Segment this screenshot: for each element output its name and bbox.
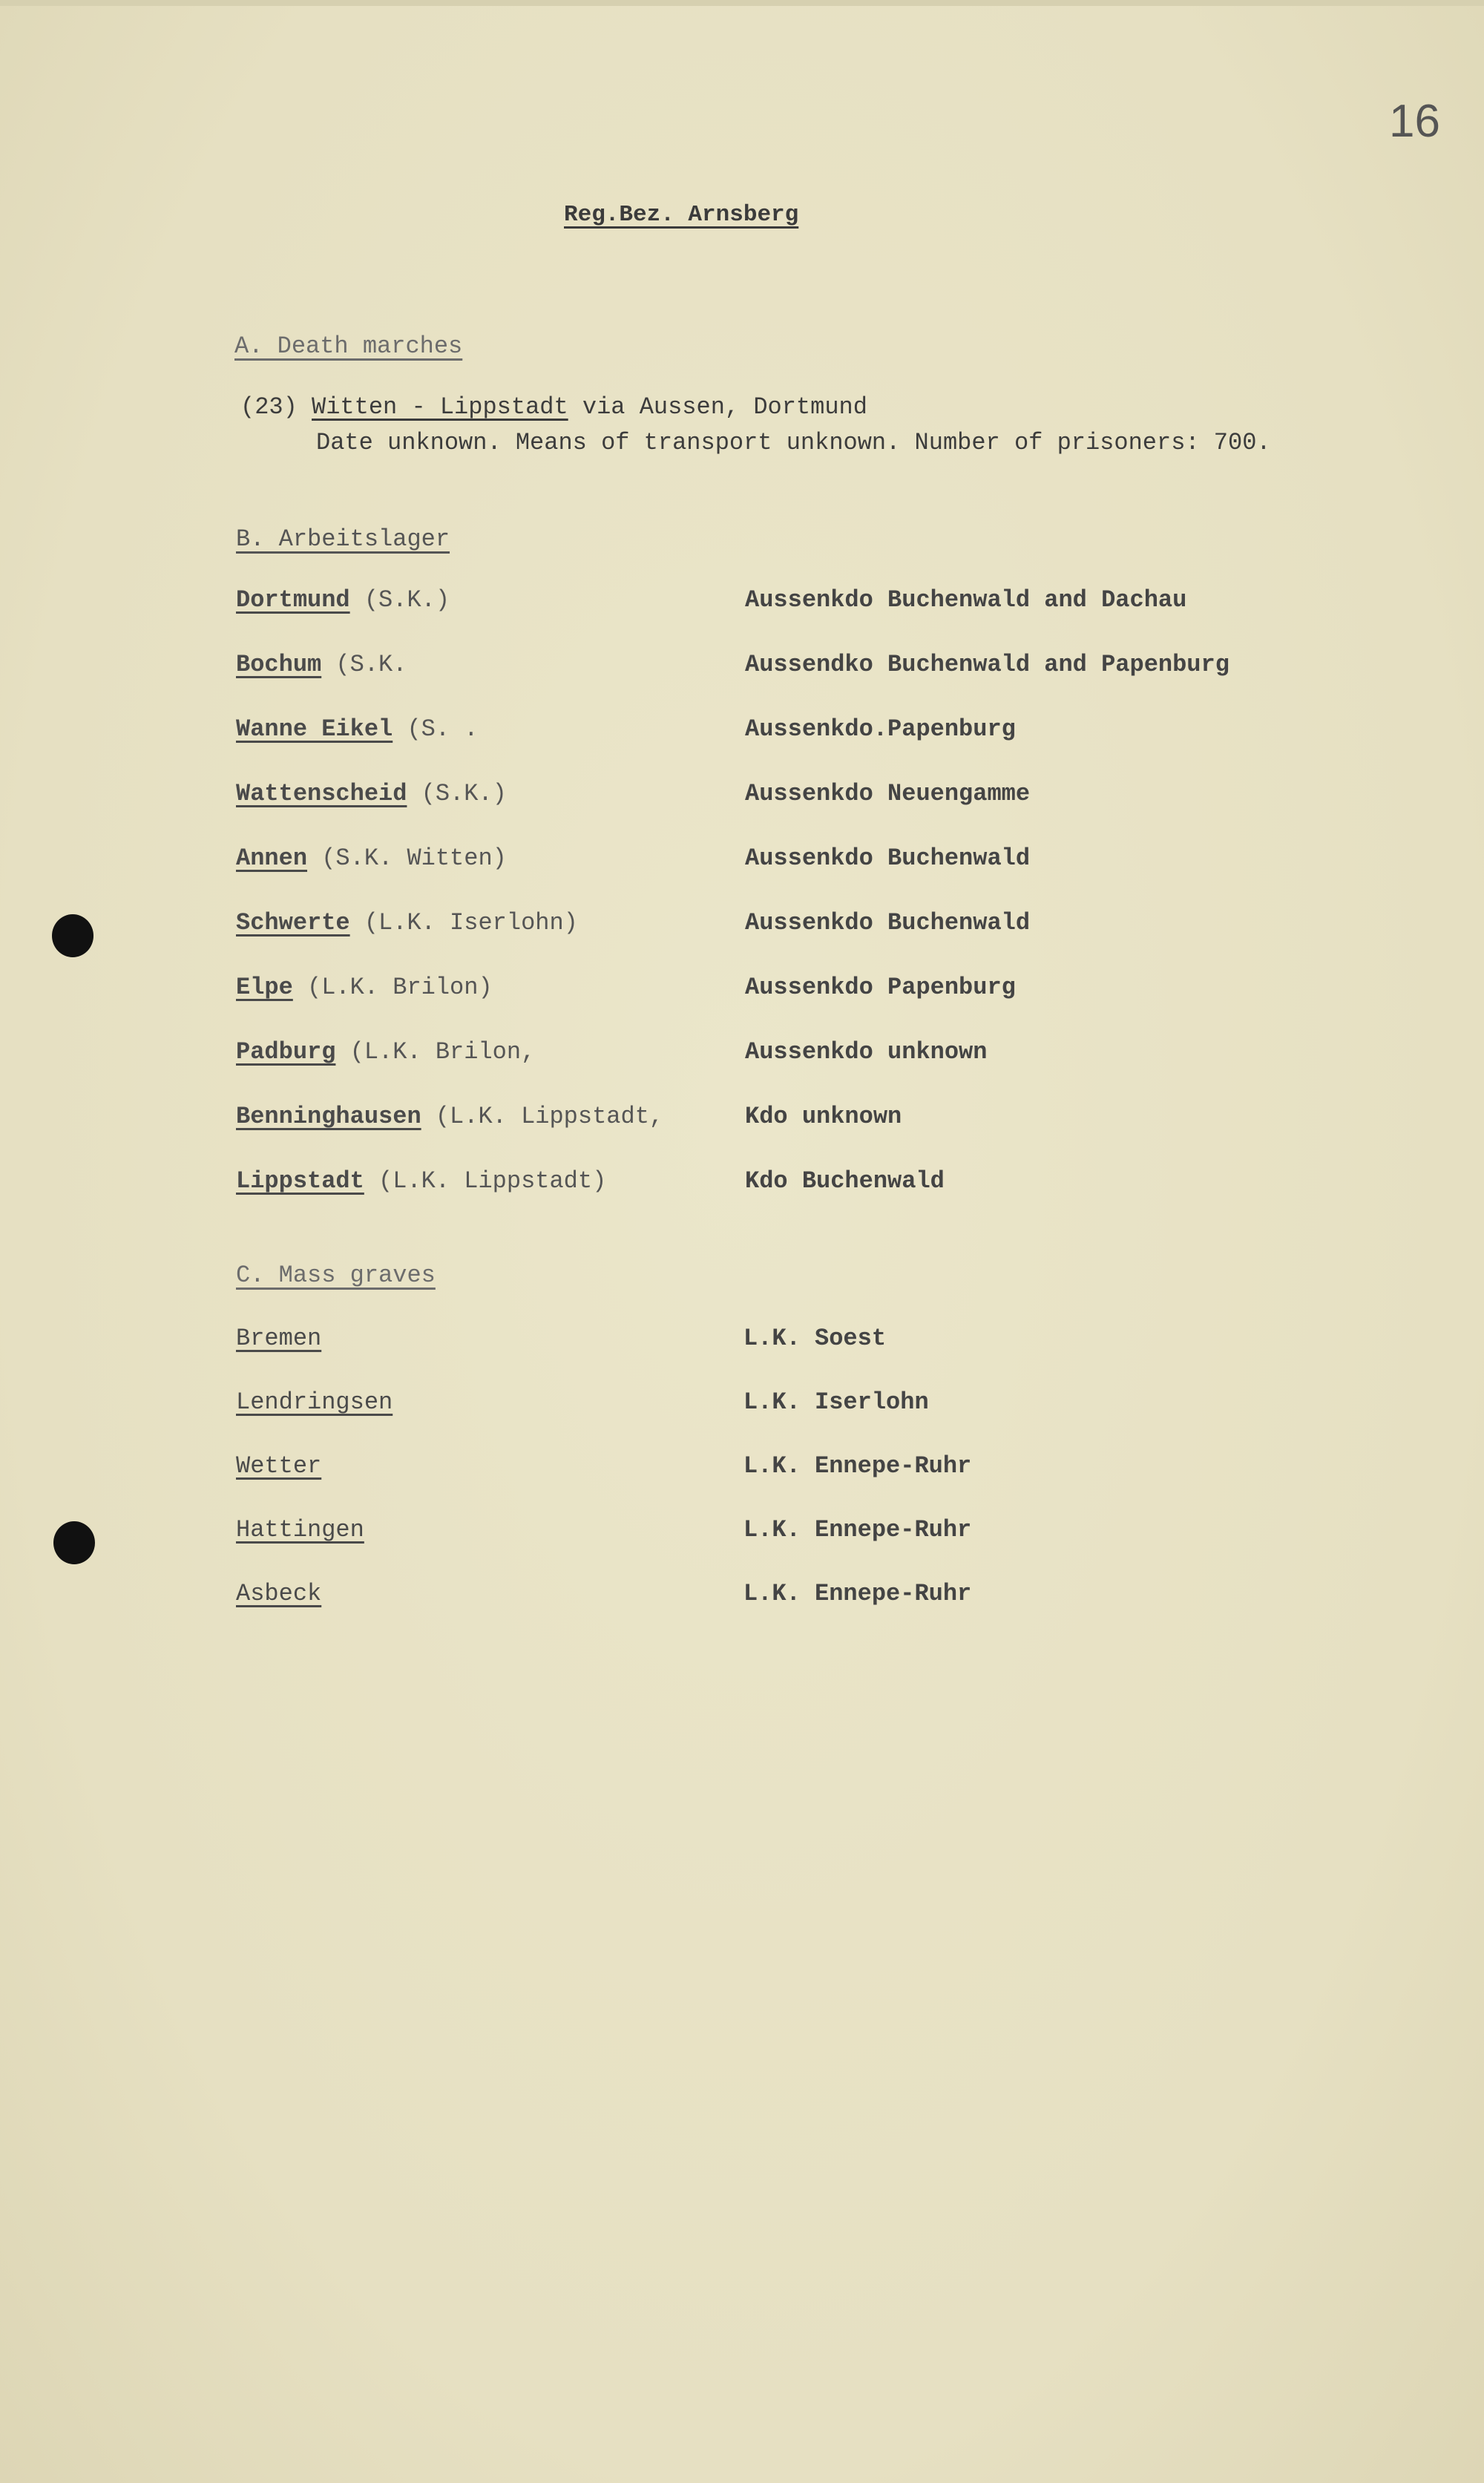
kommando-label: Kdo Buchenwald [745,1167,945,1195]
place-name: Dortmund [236,586,350,614]
mass-grave-place [236,1388,393,1416]
place-district-note: (S.K.) [421,780,507,807]
place-name: Padburg [236,1038,336,1066]
section-a-heading: A. Death marches [234,332,463,360]
place-name: Wanne Eikel [236,715,393,743]
place-name: Lendringsen [236,1388,393,1416]
death-march-details: Date unknown. Means of transport unknown. Number of prisoners: 700. [316,429,1271,456]
place-district-note: (L.K. Iserlohn) [364,909,578,937]
document-title: Reg.Bez. Arnsberg [564,202,799,228]
arbeitslager-place [236,1038,535,1066]
kommando-label: Aussenkdo.Papenburg [745,715,1016,743]
entry-number: (23) [240,393,298,421]
kommando-label: Kdo unknown [745,1103,902,1130]
district-label: L.K. Ennepe-Ruhr [743,1580,972,1607]
district-label: L.K. Iserlohn [743,1388,929,1416]
place-district-note: (S. . [407,715,479,743]
kommando-label: Aussendko Buchenwald and Papenburg [745,651,1229,678]
arbeitslager-place [236,974,493,1001]
march-via: via Aussen, Dortmund [582,393,867,421]
arbeitslager-place [236,780,507,807]
place-district-note: (L.K. Brilon, [349,1038,536,1066]
mass-grave-place [236,1452,321,1480]
place-name: Bremen [236,1325,322,1352]
kommando-label: Aussenkdo Neuengamme [745,780,1031,807]
kommando-label: Aussenkdo Buchenwald [745,909,1031,937]
mass-grave-place [236,1325,321,1352]
kommando-label: Aussenkdo Buchenwald [745,844,1031,872]
section-c-heading: C. Mass graves [236,1262,436,1289]
place-district-note: (L.K. Brilon) [307,974,493,1001]
place-district-note: (S.K. Witten) [321,844,507,872]
kommando-label: Aussenkdo Papenburg [745,974,1016,1001]
arbeitslager-place [236,1103,663,1130]
place-district-note: (S.K.) [364,586,450,614]
march-route: Witten - Lippstadt [312,393,568,421]
arbeitslager-place [236,844,507,872]
kommando-label: Aussenkdo Buchenwald and Dachau [745,586,1187,614]
place-name: Wetter [236,1452,322,1480]
arbeitslager-place [236,909,578,937]
mass-grave-place [236,1580,321,1607]
arbeitslager-place [236,715,478,743]
death-march-entry [240,393,867,421]
punch-hole [53,1521,95,1564]
arbeitslager-place [236,586,450,614]
paper-edge [0,0,1484,6]
district-label: L.K. Ennepe-Ruhr [743,1452,972,1480]
arbeitslager-place [236,651,407,678]
place-name: Annen [236,844,308,872]
mass-grave-place [236,1516,364,1544]
arbeitslager-place [236,1167,606,1195]
section-b-heading: B. Arbeitslager [236,525,450,553]
place-district-note: (L.K. Lippstadt) [378,1167,607,1195]
place-district-note: (L.K. Lippstadt, [435,1103,664,1130]
punch-hole [52,914,93,957]
place-name: Wattenscheid [236,780,407,807]
place-name: Asbeck [236,1580,322,1607]
district-label: L.K. Ennepe-Ruhr [743,1516,972,1544]
place-name: Elpe [236,974,293,1001]
page-number: 16 [1389,96,1440,147]
place-name: Lippstadt [236,1167,364,1195]
place-district-note: (S.K. [335,651,407,678]
district-label: L.K. Soest [743,1325,887,1352]
place-name: Benninghausen [236,1103,421,1130]
place-name: Hattingen [236,1516,364,1544]
place-name: Bochum [236,651,322,678]
place-name: Schwerte [236,909,350,937]
kommando-label: Aussenkdo unknown [745,1038,988,1066]
